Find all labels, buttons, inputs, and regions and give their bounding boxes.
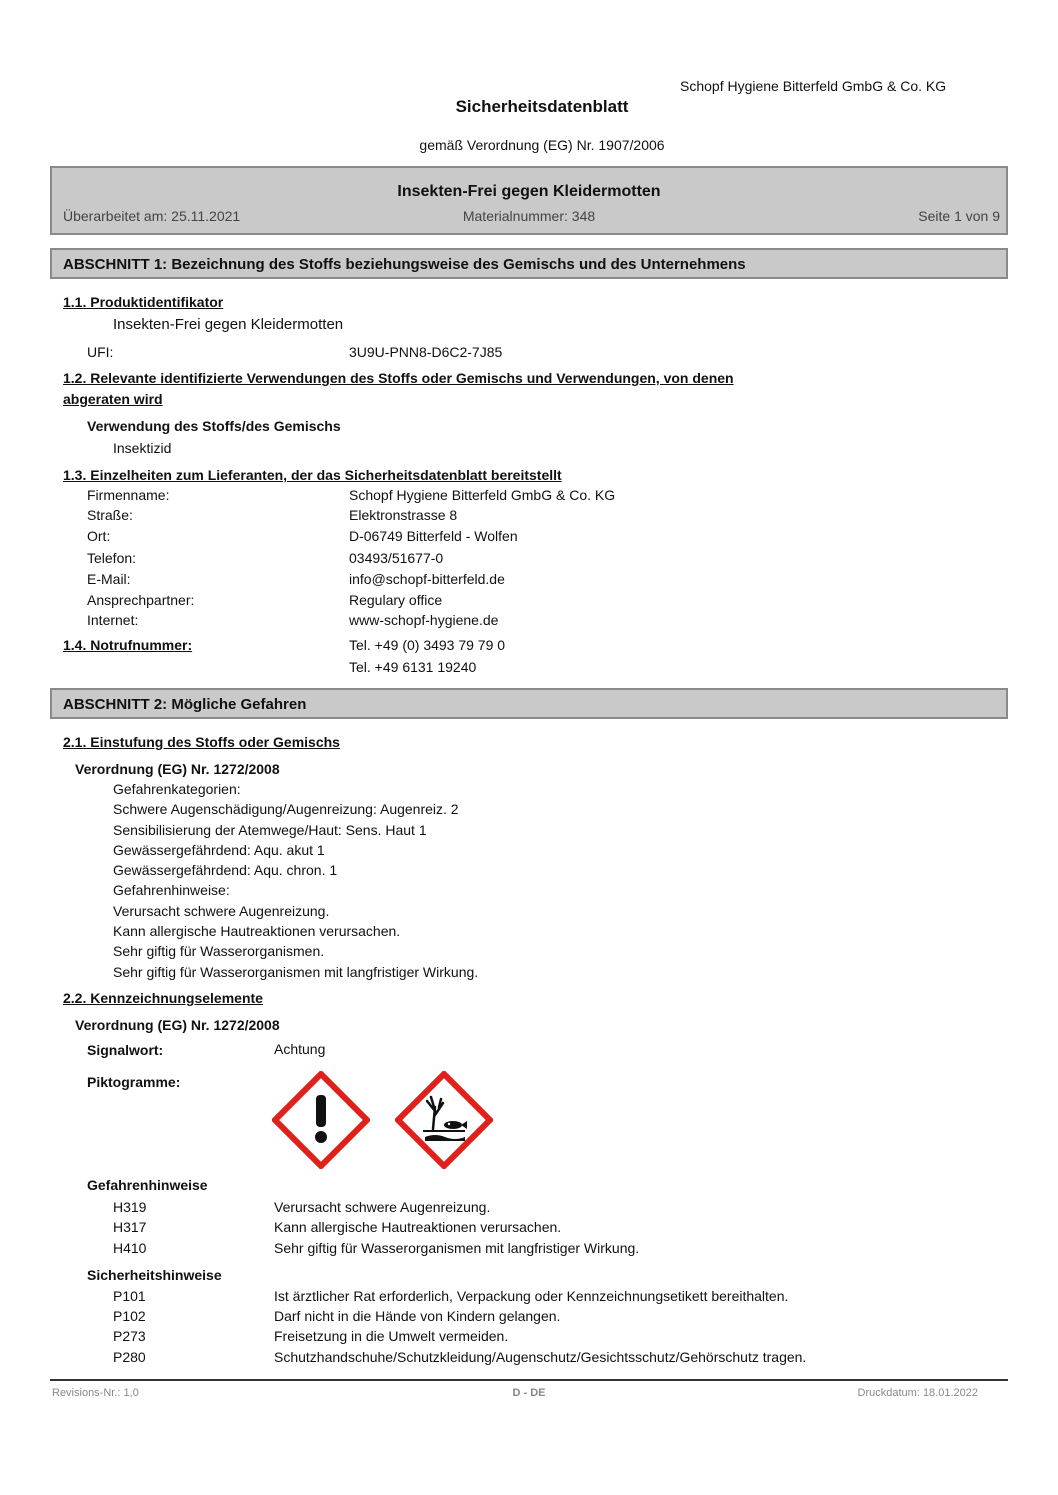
s21-regulation: Verordnung (EG) Nr. 1272/2008 bbox=[75, 761, 280, 777]
classification-line: Sensibilisierung der Atemwege/Haut: Sens. Haut 1 bbox=[113, 822, 427, 838]
company-name: Schopf Hygiene Bitterfeld GmbG & Co. KG bbox=[680, 78, 947, 94]
section-2-header bbox=[50, 688, 1008, 719]
classification-line: Gefahrenhinweise: bbox=[113, 882, 230, 898]
supplier-value: Schopf Hygiene Bitterfeld GmbG & Co. KG bbox=[349, 487, 616, 503]
ufi-value: 3U9U-PNN8-D6C2-7J85 bbox=[349, 344, 503, 360]
hazard-statements-heading: Gefahrenhinweise bbox=[87, 1177, 208, 1193]
hazard-text: Kann allergische Hautreaktionen verursachen. bbox=[274, 1219, 562, 1235]
signal-word-label: Signalwort: bbox=[87, 1042, 164, 1058]
banner-product-name: Insekten-Frei gegen Kleidermotten bbox=[397, 183, 661, 200]
section-1-title: ABSCHNITT 1: Bezeichnung des Stoffs beziehungsweise des Gemischs und des Unternehmens bbox=[63, 256, 746, 273]
regulation-subtitle: gemäß Verordnung (EG) Nr. 1907/2006 bbox=[419, 137, 665, 153]
footer-divider bbox=[50, 1379, 1008, 1381]
supplier-label: Straße: bbox=[87, 507, 133, 523]
classification-line: Schwere Augenschädigung/Augenreizung: Augenreiz. 2 bbox=[113, 801, 459, 817]
ufi-label: UFI: bbox=[87, 344, 114, 360]
hazard-text: Sehr giftig für Wasserorganismen mit langfristiger Wirkung. bbox=[274, 1240, 640, 1256]
s11-heading: 1.1. Produktidentifikator bbox=[63, 294, 224, 310]
supplier-value: info@schopf-bitterfeld.de bbox=[349, 571, 505, 587]
product-banner bbox=[50, 166, 1008, 235]
footer-revision: Revisions-Nr.: 1,0 bbox=[52, 1387, 139, 1399]
supplier-label: Internet: bbox=[87, 612, 139, 628]
classification-line: Sehr giftig für Wasserorganismen. bbox=[113, 943, 325, 959]
page-number: Seite 1 von 9 bbox=[918, 208, 1000, 224]
pictogram-label: Piktogramme: bbox=[87, 1074, 181, 1090]
s21-heading: 2.1. Einstufung des Stoffs oder Gemischs bbox=[63, 734, 340, 750]
hazard-code: H410 bbox=[113, 1240, 147, 1256]
precaution-code: P273 bbox=[113, 1328, 146, 1344]
classification-line: Gewässergefährdend: Aqu. chron. 1 bbox=[113, 862, 338, 878]
exclamation-mark-icon bbox=[272, 1071, 370, 1169]
precautionary-statements-heading: Sicherheitshinweise bbox=[87, 1267, 222, 1283]
s12-heading-line1: 1.2. Relevante identifizierte Verwendungen des Stoffs oder Gemischs und Verwendungen, von denen bbox=[63, 370, 734, 386]
supplier-value: 03493/51677-0 bbox=[349, 550, 444, 566]
supplier-value: Regulary office bbox=[349, 592, 443, 608]
supplier-label: Firmenname: bbox=[87, 487, 170, 503]
precaution-text: Freisetzung in die Umwelt vermeiden. bbox=[274, 1328, 509, 1344]
product-identifier: Insekten-Frei gegen Kleidermotten bbox=[113, 316, 344, 333]
classification-line: Kann allergische Hautreaktionen verursachen. bbox=[113, 923, 401, 939]
supplier-value: Elektronstrasse 8 bbox=[349, 507, 458, 523]
hazard-code: H317 bbox=[113, 1219, 147, 1235]
revision-date: Überarbeitet am: 25.11.2021 bbox=[63, 208, 241, 224]
s13-heading: 1.3. Einzelheiten zum Lieferanten, der das Sicherheitsdatenblatt bereitstellt bbox=[63, 467, 562, 483]
precaution-text: Schutzhandschuhe/Schutzkleidung/Augenschutz/Gesichtsschutz/Gehörschutz tragen. bbox=[274, 1349, 807, 1365]
s12-heading-line2: abgeraten wird bbox=[63, 391, 163, 407]
footer-print-date: Druckdatum: 18.01.2022 bbox=[857, 1387, 978, 1399]
material-number: Materialnummer: 348 bbox=[462, 208, 596, 224]
precaution-text: Darf nicht in die Hände von Kindern gelangen. bbox=[274, 1308, 561, 1324]
precaution-code: P101 bbox=[113, 1288, 146, 1304]
hazard-code: H319 bbox=[113, 1199, 147, 1215]
use-value: Insektizid bbox=[113, 440, 172, 456]
supplier-label: Telefon: bbox=[87, 550, 137, 566]
document-title: Sicherheitsdatenblatt bbox=[455, 97, 629, 116]
s22-heading: 2.2. Kennzeichnungselemente bbox=[63, 990, 263, 1006]
use-label: Verwendung des Stoffs/des Gemischs bbox=[87, 418, 341, 434]
supplier-value: D-06749 Bitterfeld - Wolfen bbox=[349, 528, 518, 544]
classification-line: Sehr giftig für Wasserorganismen mit langfristiger Wirkung. bbox=[113, 964, 479, 980]
s14-heading: 1.4. Notrufnummer: bbox=[63, 637, 193, 653]
emergency-phone-1: Tel. +49 (0) 3493 79 79 0 bbox=[349, 637, 506, 653]
hazard-text: Verursacht schwere Augenreizung. bbox=[274, 1199, 491, 1215]
environment-icon bbox=[395, 1071, 493, 1169]
classification-line: Gefahrenkategorien: bbox=[113, 781, 241, 797]
emergency-phone-2: Tel. +49 6131 19240 bbox=[349, 659, 477, 675]
precaution-code: P280 bbox=[113, 1349, 146, 1365]
classification-line: Gewässergefährdend: Aqu. akut 1 bbox=[113, 842, 325, 858]
supplier-value: www-schopf-hygiene.de bbox=[349, 612, 499, 628]
classification-line: Verursacht schwere Augenreizung. bbox=[113, 903, 330, 919]
section-1-header bbox=[50, 248, 1008, 279]
s22-regulation: Verordnung (EG) Nr. 1272/2008 bbox=[75, 1017, 280, 1033]
precaution-text: Ist ärztlicher Rat erforderlich, Verpackung oder Kennzeichnungsetikett bereithalten. bbox=[274, 1288, 789, 1304]
supplier-label: E-Mail: bbox=[87, 571, 131, 587]
signal-word-value: Achtung bbox=[274, 1041, 326, 1057]
section-2-title: ABSCHNITT 2: Mögliche Gefahren bbox=[63, 696, 307, 713]
supplier-label: Ort: bbox=[87, 528, 111, 544]
footer-language: D - DE bbox=[512, 1387, 546, 1399]
precaution-code: P102 bbox=[113, 1308, 146, 1324]
supplier-label: Ansprechpartner: bbox=[87, 592, 195, 608]
